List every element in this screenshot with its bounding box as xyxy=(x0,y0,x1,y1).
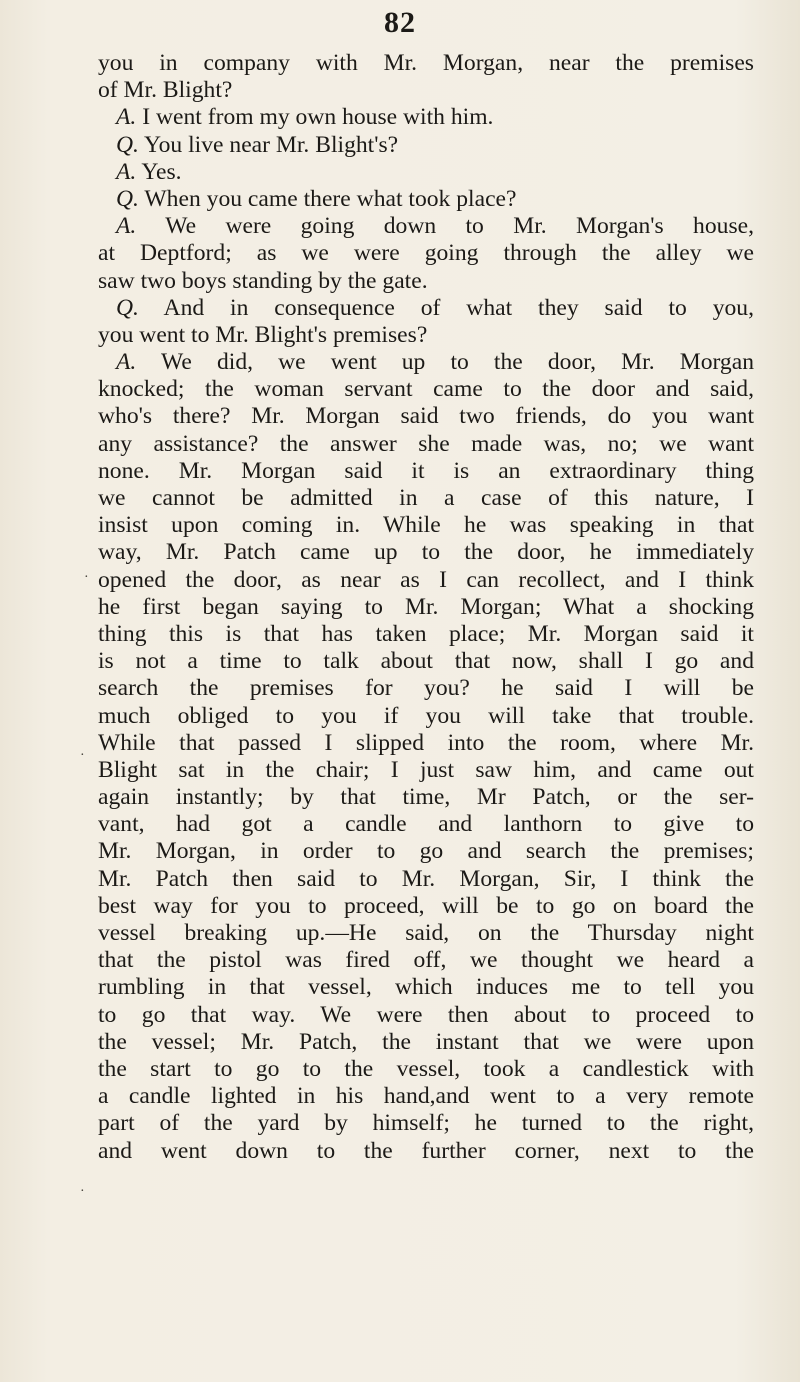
line-text: knocked; the woman servant came to the door and said, xyxy=(98,376,754,403)
line-text: that the pistol was fired off, we thought we heard a xyxy=(98,947,754,974)
line-text: rumbling in that vessel, which induces me to tell you xyxy=(98,974,754,1001)
line-text: you went to Mr. Blight's premises? xyxy=(98,321,428,348)
line-text: of Mr. Blight? xyxy=(98,77,233,104)
line-text: While that passed I slipped into the room, where Mr. xyxy=(98,729,754,756)
text-line xyxy=(98,1002,754,1029)
text-line xyxy=(98,920,754,947)
line-text: again instantly; by that time, Mr Patch, or the ser- xyxy=(98,784,754,811)
text-line xyxy=(98,376,754,403)
text-line xyxy=(98,186,754,213)
text-line xyxy=(98,485,754,512)
line-text: You live near Mr. Blight's? xyxy=(138,131,399,158)
line-text: way, Mr. Patch came up to the door, he immediately xyxy=(98,539,754,566)
line-text: insist upon coming in. While he was speaking in that xyxy=(98,512,754,539)
text-line xyxy=(98,1029,754,1056)
text-line xyxy=(98,77,754,104)
text-line xyxy=(98,730,754,757)
line-text: vant, had got a candle and lanthorn to give to xyxy=(98,811,754,838)
line-text: We did, we went up to the door, Mr. Morgan xyxy=(136,349,754,376)
speaker-label: A. xyxy=(116,158,137,185)
text-line xyxy=(98,974,754,1001)
line-text: a candle lighted in his hand,and went to a very remote xyxy=(98,1083,754,1110)
line-text: any assistance? the answer she made was, no; we want xyxy=(98,430,754,457)
body-text xyxy=(98,50,754,1165)
line-text: We were going down to Mr. Morgan's house, xyxy=(136,213,754,240)
line-text: who's there? Mr. Morgan said two friends, do you want xyxy=(98,403,754,430)
line-text: and went down to the further corner, next to the xyxy=(98,1137,754,1164)
text-line xyxy=(98,132,754,159)
line-text: he first began saying to Mr. Morgan; What a shocking xyxy=(98,593,754,620)
text-line xyxy=(98,675,754,702)
line-text: opened the door, as near as I can recollect, and I think xyxy=(98,566,754,593)
line-text: the start to go to the vessel, took a candlestick with xyxy=(98,1055,754,1082)
speaker-label: Q. xyxy=(116,131,139,158)
speaker-label: Q. xyxy=(116,294,139,321)
text-line xyxy=(98,295,754,322)
text-line xyxy=(98,893,754,920)
line-text: vessel breaking up.—He said, on the Thursday night xyxy=(98,920,754,946)
line-text: we cannot be admitted in a case of this nature, I xyxy=(98,485,754,511)
line-text: Mr. Morgan, in order to go and search the premises; xyxy=(98,838,754,865)
margin-mark: · xyxy=(80,748,85,763)
text-line xyxy=(98,349,754,376)
page-number: 82 xyxy=(384,6,416,39)
text-line xyxy=(98,757,754,784)
text-line xyxy=(98,240,754,267)
text-line xyxy=(98,1138,754,1165)
text-line xyxy=(98,947,754,974)
margin-mark: · xyxy=(84,570,89,585)
line-text: thing this is that has taken place; Mr. Morgan said it xyxy=(98,620,754,647)
line-text: much obliged to you if you will take that trouble. xyxy=(98,702,754,729)
speaker-label: Q. xyxy=(116,185,139,212)
line-text: When you came there what took place? xyxy=(138,185,517,212)
text-line xyxy=(98,159,754,186)
speaker-label: A. xyxy=(116,104,137,131)
line-text: Blight sat in the chair; I just saw him, and came out xyxy=(98,756,754,783)
text-line xyxy=(98,621,754,648)
text-line xyxy=(98,1083,754,1110)
line-text: you in company with Mr. Morgan, near the premises xyxy=(98,50,754,76)
speaker-label: A. xyxy=(116,213,137,240)
text-line xyxy=(98,784,754,811)
text-line xyxy=(98,539,754,566)
speaker-label: A. xyxy=(116,349,137,376)
line-text: search the premises for you? he said I will be xyxy=(98,675,754,702)
text-line xyxy=(98,838,754,865)
line-text: I went from my own house with him. xyxy=(136,104,494,131)
text-line xyxy=(98,104,754,131)
text-line xyxy=(98,50,754,77)
line-text: is not a time to talk about that now, shall I go and xyxy=(98,648,754,675)
line-text: to go that way. We were then about to proceed to xyxy=(98,1001,754,1028)
text-line xyxy=(98,268,754,295)
line-text: best way for you to proceed, will be to go on board the xyxy=(98,892,754,919)
line-text: Mr. Patch then said to Mr. Morgan, Sir, I think the xyxy=(98,865,754,892)
text-line xyxy=(98,403,754,430)
text-line xyxy=(98,213,754,240)
text-line xyxy=(98,866,754,893)
text-line xyxy=(98,458,754,485)
text-line xyxy=(98,594,754,621)
text-line xyxy=(98,567,754,594)
text-line xyxy=(98,703,754,730)
line-text: saw two boys standing by the gate. xyxy=(98,267,428,294)
line-text: And in consequence of what they said to you, xyxy=(138,294,754,321)
line-text: Yes. xyxy=(136,158,182,185)
text-line xyxy=(98,431,754,458)
line-text: the vessel; Mr. Patch, the instant that we were upon xyxy=(98,1028,754,1055)
margin-mark: · xyxy=(80,1184,85,1199)
text-line xyxy=(98,322,754,349)
text-line xyxy=(98,648,754,675)
text-line xyxy=(98,512,754,539)
line-text: part of the yard by himself; he turned to the right, xyxy=(98,1110,754,1137)
text-line xyxy=(98,1056,754,1083)
line-text: none. Mr. Morgan said it is an extraordinary thing xyxy=(98,457,754,484)
text-line xyxy=(98,811,754,838)
text-line xyxy=(98,1110,754,1137)
line-text: at Deptford; as we were going through the alley we xyxy=(98,240,754,267)
